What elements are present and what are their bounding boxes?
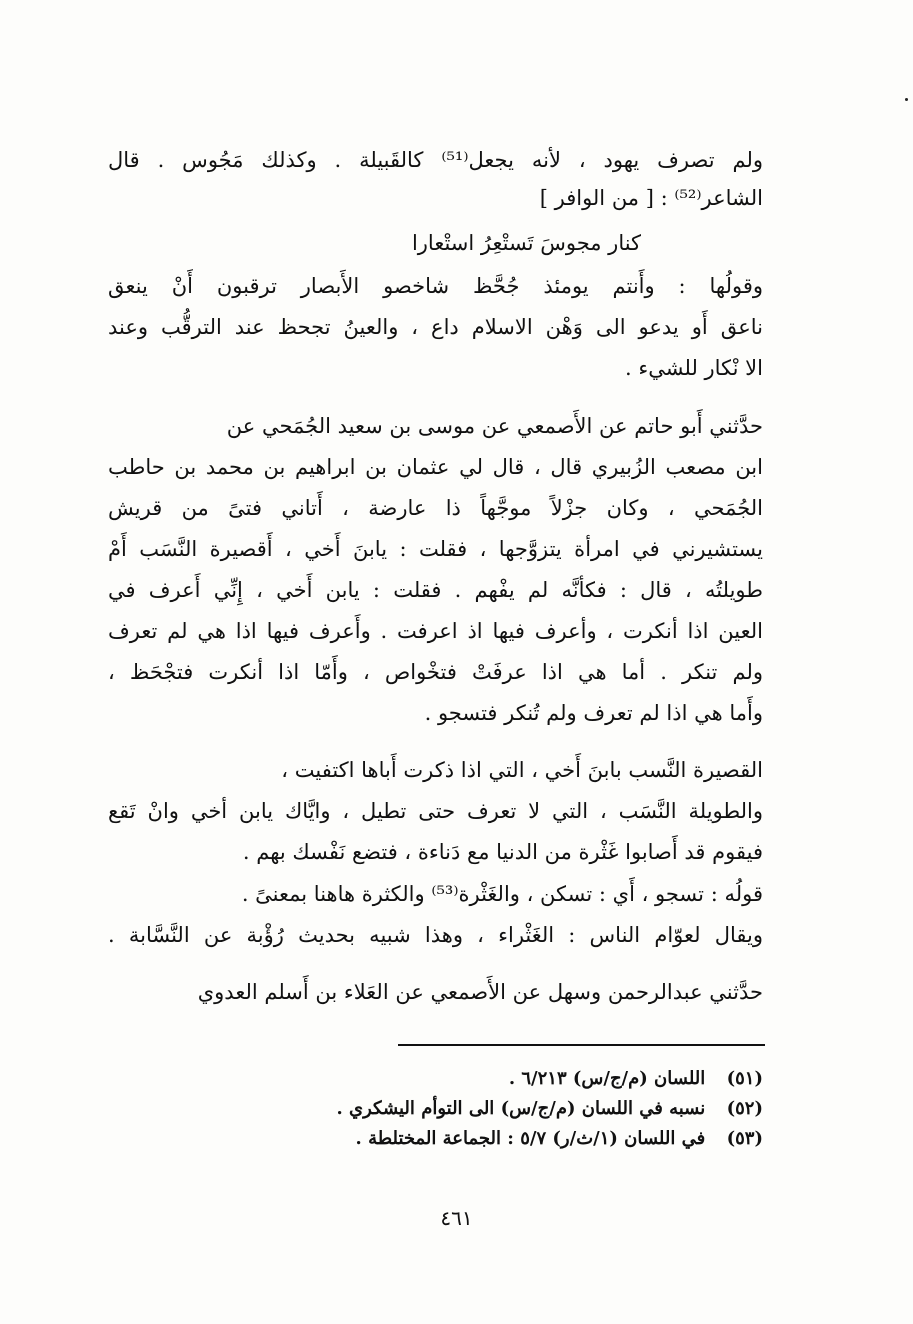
footnote-text: اللسان (م/ج/س) ٦/٢١٣ . [508, 1068, 706, 1089]
text-line-6: حدَّثني أَبو حاتم عن الأَصمعي عن موسى بن سعيد الجُمَحي عن [226, 414, 763, 438]
verse-line [0, 225, 913, 261]
text-line-7: ابن مصعب الزُبيري قال ، قال لي عثمان بن ابراهيم بن محمد بن حاطب [108, 455, 763, 479]
footnote-52 [243, 1094, 763, 1124]
text-line-15: والطويلة النَّسَب ، التي لا تعرف حتى تطيل ، وايَّاك يابن أخي وانْ تَقع [108, 799, 763, 823]
footnote-divider [398, 1044, 765, 1046]
text-line-8: الجُمَحي ، وكان جزْلاً موجَّهاً ذا عارضة ، أَتاني فتىً من قريش [108, 496, 763, 520]
footnote-text: نسبه في اللسان (م/ج/س) الى التوأم اليشكري . [336, 1098, 706, 1119]
footnote-51 [243, 1064, 763, 1094]
text-line-17: قولُه : تسجو ، أَي : تسكن ، والغَثْرة⁽⁵³⁾ والكثرة هاهنا بمعنىً . [241, 882, 763, 906]
text-line-14: القصيرة النَّسب بابنَ أَخي ، التي اذا ذكرت أَباها اكتفيت ، [281, 758, 763, 782]
text-line-1: ولم تصرف يهود ، لأنه يجعل⁽⁵¹⁾ كالقَبيلة . وكذلك مَجُوس . قال [108, 148, 764, 172]
text-line-16: فيقوم قد أَصابوا غَثْرة من الدنيا مع دَناءة ، فتضع نَفْسك بهم . [242, 840, 763, 864]
scan-speck [905, 98, 908, 101]
text-line-3: وقولُها : وأَنتم يومئذ جُحَّظ شاخصو الأَبصار ترقبون أَنْ ينعق [108, 274, 763, 298]
footnote-number: (٥٣) [726, 1128, 763, 1149]
footnote-53 [243, 1124, 763, 1154]
footnote-number: (٥٢) [726, 1098, 763, 1119]
footnote-number: (٥١) [726, 1068, 763, 1089]
text-line-19: حدَّثني عبدالرحمن وسهل عن الأَصمعي عن العَلاء بن أَسلم العدوي [197, 980, 763, 1004]
text-line-11: العين اذا أنكرت ، وأعرف فيها اذ اعرفت . وأَعرف فيها اذا هي لم تعرف [108, 619, 763, 643]
text-line-9: يستشيرني في امرأة يتزوَّجها ، فقلت : يابنَ أَخي ، أَقصيرة النَّسَب أَمْ [108, 537, 763, 561]
text-line-13: وأَما هي اذا لم تعرف ولم تُنكر فتسجو . [424, 701, 763, 725]
page-number: ٤٦١ [440, 1206, 473, 1230]
text-line-4: ناعق أَو يدعو الى وَهْن الاسلام داع ، والعينُ تجحظ عند الترقُّب وعند [108, 315, 763, 339]
text-line-2: الشاعر⁽⁵²⁾ : [ من الوافر ] [539, 186, 763, 210]
text-line-10: طويلتُه ، قال : فكأنَّه لم يفْهم . فقلت : يابن أَخي ، إِنِّي أَعرف في [108, 578, 763, 602]
text-line-18: ويقال لعوّام الناس : الغَثْراء ، وهذا شبيه بحديث رُؤْبة عن النَّسَّابة . [108, 923, 763, 947]
text-line-12: ولم تنكر . أما هي اذا عرفَتْ فتخْواص ، وأَمّا اذا أنكرت فتجْحَظ ، [108, 660, 763, 684]
verse-text: كنار مجوسَ تَستْعِرُ استْعارا [411, 231, 642, 255]
footnote-text: في اللسان (١/ث/ر) ٥/٧ : الجماعة المختلطة . [355, 1128, 706, 1149]
text-line-5: الا نْكار للشيء . [625, 356, 763, 380]
